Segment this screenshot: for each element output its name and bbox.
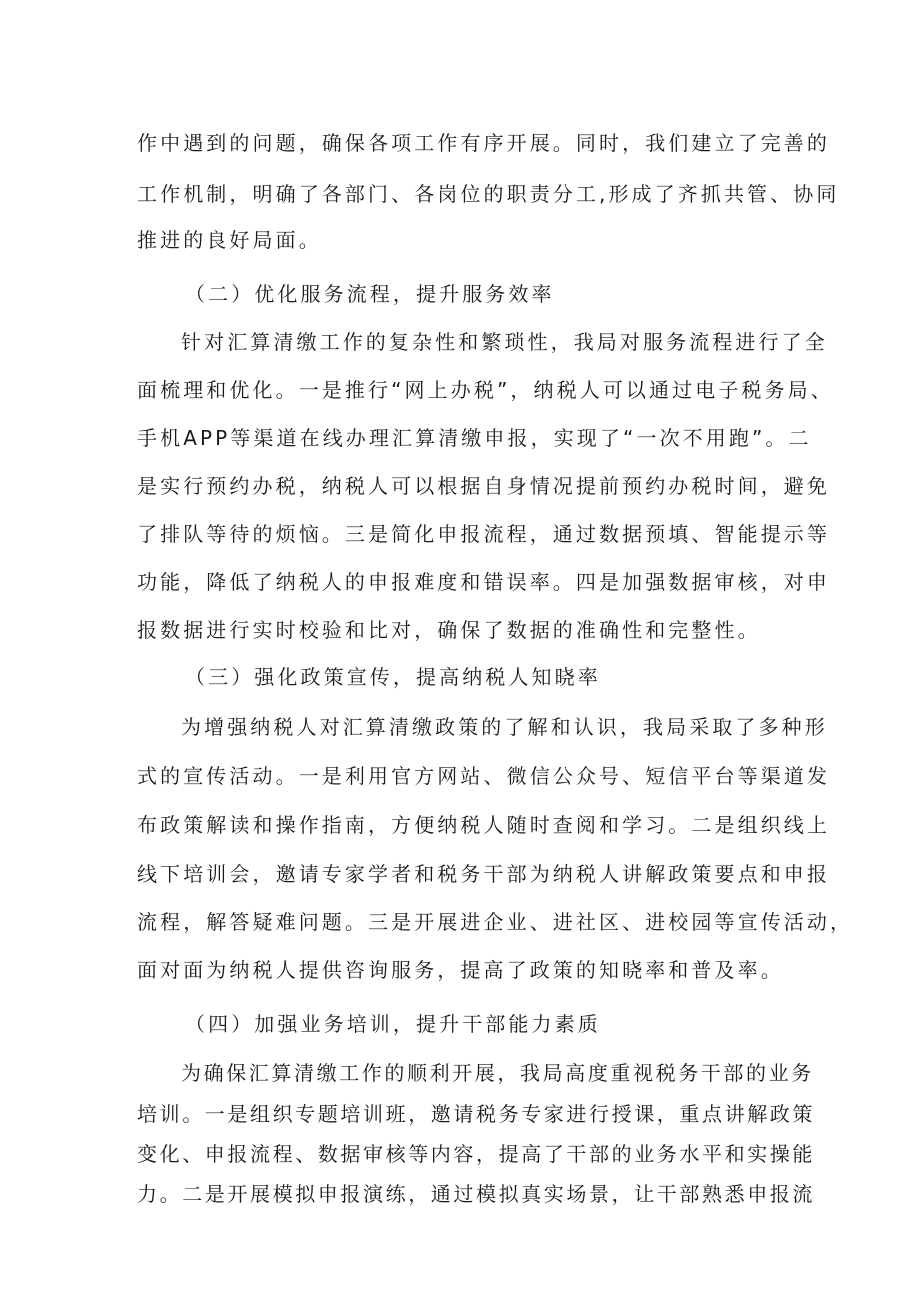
paragraph-line: 工作机制，明确了各部门、各岗位的职责分工,形成了齐抓共管、协同 bbox=[137, 182, 840, 206]
paragraph-line: 线下培训会，邀请专家学者和税务干部为纳税人讲解政策要点和申报 bbox=[137, 862, 830, 886]
paragraph-line: 功能，降低了纳税人的申报难度和错误率。四是加强数据审核，对申 bbox=[137, 570, 830, 594]
paragraph-line: 针对汇算清缴工作的复杂性和繁琐性，我局对服务流程进行了全 bbox=[181, 330, 828, 354]
paragraph-line: 变化、申报流程、数据审核等内容，提高了干部的业务水平和实操能 bbox=[137, 1142, 815, 1166]
paragraph-line: 式的宣传活动。一是利用官方网站、微信公众号、短信平台等渠道发 bbox=[137, 764, 830, 788]
paragraph-line: 了排队等待的烦恼。三是简化申报流程，通过数据预填、智能提示等 bbox=[137, 522, 830, 546]
paragraph-line: 培训。一是组织专题培训班，邀请税务专家进行授课，重点讲解政策 bbox=[137, 1102, 815, 1126]
paragraph-line: 力。二是开展模拟申报演练，通过模拟真实场景，让干部熟悉申报流 bbox=[137, 1182, 815, 1206]
paragraph-line: 面对面为纳税人提供咨询服务，提高了政策的知晓率和普及率。 bbox=[137, 958, 784, 982]
paragraph-line: 手机APP等渠道在线办理汇算清缴申报，实现了“一次不用跑”。二 bbox=[137, 426, 812, 450]
paragraph-line: 推进的良好局面。 bbox=[137, 228, 322, 252]
paragraph-line: 面梳理和优化。一是推行“网上办税”，纳税人可以通过电子税务局、 bbox=[137, 378, 834, 402]
paragraph-line: 布政策解读和操作指南，方便纳税人随时查阅和学习。二是组织线上 bbox=[137, 813, 830, 837]
section-heading: （四）加强业务培训，提升干部能力素质 bbox=[185, 1012, 601, 1036]
paragraph-line: 为增强纳税人对汇算清缴政策的了解和认识，我局采取了多种形 bbox=[181, 715, 828, 739]
paragraph-line: 报数据进行实时校验和比对，确保了数据的准确性和完整性。 bbox=[137, 618, 761, 642]
section-heading: （三）强化政策宣传，提高纳税人知晓率 bbox=[185, 665, 601, 689]
section-heading: （二）优化服务流程，提升服务效率 bbox=[185, 282, 555, 306]
paragraph-line: 为确保汇算清缴工作的顺利开展，我局高度重视税务干部的业务 bbox=[181, 1061, 814, 1085]
paragraph-line: 是实行预约办税，纳税人可以根据自身情况提前预约办税时间，避免 bbox=[137, 474, 830, 498]
paragraph-line: 作中遇到的问题，确保各项工作有序开展。同时，我们建立了完善的 bbox=[137, 131, 830, 155]
paragraph-line: 流程，解答疑难问题。三是开展进企业、进社区、进校园等宣传活动， bbox=[137, 910, 854, 934]
